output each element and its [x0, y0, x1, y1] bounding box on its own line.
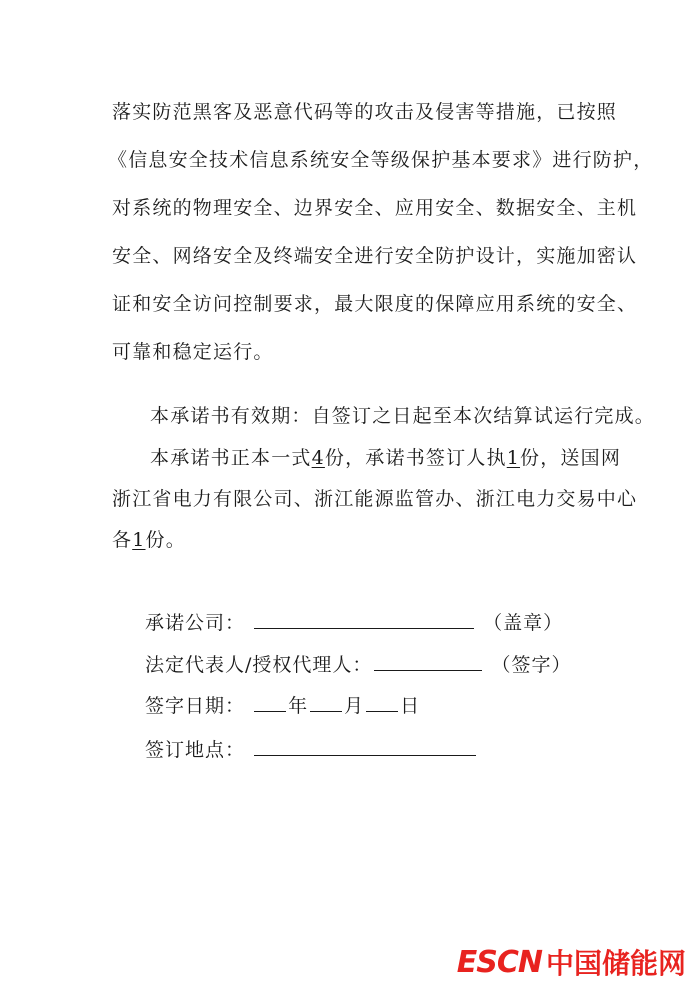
place-row	[145, 737, 478, 762]
validity-line: 本承诺书有效期：自签订之日起至本次结算试运行完成。	[150, 405, 656, 427]
day-text: 日	[400, 695, 421, 717]
date-row	[145, 693, 420, 718]
watermark-latin: ESCN	[456, 944, 542, 980]
year-blank[interactable]	[254, 693, 286, 712]
copies-text-c: 份，送国网	[520, 447, 622, 469]
body-line-4: 安全、网络安全及终端安全进行安全防护设计，实施加密认	[112, 245, 638, 267]
company-label: 承诺公司：	[145, 612, 246, 634]
year-text: 年	[288, 695, 309, 717]
month-text: 月	[344, 695, 365, 717]
month-blank[interactable]	[310, 693, 342, 712]
copies-line-2: 浙江省电力有限公司、浙江能源监管办、浙江电力交易中心	[112, 488, 638, 510]
place-label: 签订地点：	[145, 739, 246, 761]
representative-row	[145, 652, 571, 677]
body-line-3: 对系统的物理安全、边界安全、应用安全、数据安全、主机	[112, 197, 638, 219]
escn-watermark-logo	[457, 942, 686, 982]
copies-line-1	[150, 446, 621, 470]
copies-text-a: 本承诺书正本一式	[150, 447, 312, 469]
copies-count-each: 1	[132, 529, 146, 551]
place-blank[interactable]	[254, 737, 476, 756]
date-label: 签字日期：	[145, 695, 246, 717]
body-line-5: 证和安全访问控制要求，最大限度的保障应用系统的安全、	[112, 293, 638, 315]
copies-text-b: 份，承诺书签订人执	[324, 447, 507, 469]
company-seal-note: （盖章）	[483, 612, 564, 634]
copies-count-total: 4	[311, 447, 325, 469]
copies-text-each: 各	[112, 529, 133, 551]
copies-count-signer: 1	[506, 447, 521, 469]
company-blank[interactable]	[254, 610, 474, 629]
representative-sign-note: （签字）	[491, 654, 572, 676]
copies-line-3	[112, 528, 186, 552]
watermark-cn: 中国储能网	[545, 947, 686, 980]
body-line-2: 《信息安全技术信息系统安全等级保护基本要求》进行防护，	[108, 149, 654, 171]
body-line-6: 可靠和稳定运行。	[112, 341, 274, 363]
representative-label: 法定代表人/授权代理人：	[145, 654, 373, 676]
day-blank[interactable]	[366, 693, 398, 712]
body-line-1: 落实防范黑客及恶意代码等的攻击及侵害等措施，已按照	[112, 101, 618, 123]
copies-text-end: 份。	[145, 529, 186, 551]
company-row	[145, 610, 563, 635]
representative-blank[interactable]	[374, 652, 482, 671]
